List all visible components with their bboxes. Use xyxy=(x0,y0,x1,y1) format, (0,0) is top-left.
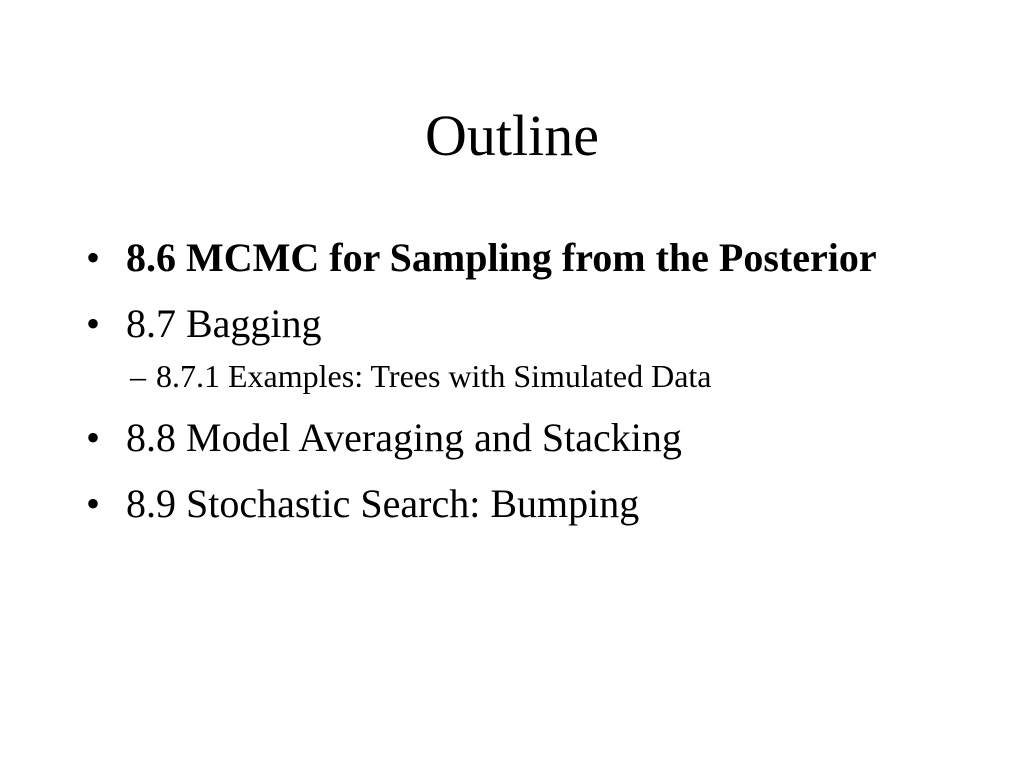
outline-item-label: 8.8 Model Averaging and Stacking xyxy=(126,415,682,460)
outline-item-label: 8.9 Stochastic Search: Bumping xyxy=(126,481,640,526)
bullet-icon: • xyxy=(86,235,101,280)
outline-list xyxy=(86,232,946,544)
outline-sub-list xyxy=(126,354,946,398)
outline-item-bagging xyxy=(86,298,946,398)
outline-subitem-examples xyxy=(120,354,946,398)
bullet-icon: • xyxy=(86,481,101,526)
outline-item-bumping xyxy=(86,478,946,530)
outline-item-mcmc xyxy=(86,232,946,284)
bullet-icon: • xyxy=(86,415,101,460)
bullet-icon: • xyxy=(86,301,101,346)
outline-item-label: 8.6 MCMC for Sampling from the Posterior xyxy=(126,235,877,280)
outline-item-label: 8.7 Bagging xyxy=(126,301,322,346)
dash-icon: – xyxy=(130,358,146,394)
outline-subitem-label: 8.7.1 Examples: Trees with Simulated Data xyxy=(156,358,712,394)
slide-title: Outline xyxy=(425,103,599,168)
outline-item-model-averaging xyxy=(86,412,946,464)
